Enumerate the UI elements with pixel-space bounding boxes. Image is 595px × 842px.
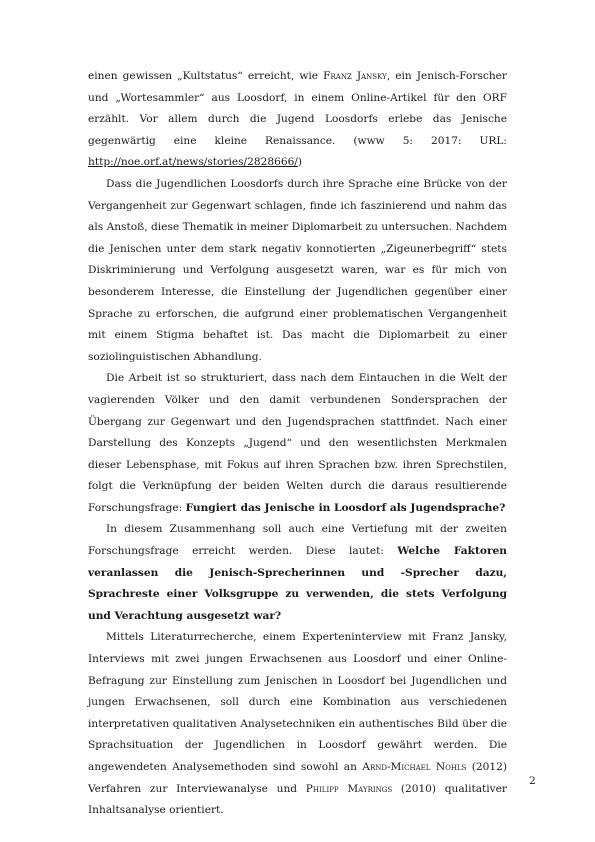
paragraph-1-text-c: ): [297, 156, 303, 169]
paragraph-5-text-b: (2012) Verfahren zur Interviewanalyse und: [88, 761, 507, 795]
research-question-1: Fungiert das Jenische in Loosdorf als Jugendsprache?: [185, 501, 506, 514]
author-name-nohl: Arnd-Michael Nohls: [362, 761, 467, 773]
paragraph-4-text: In diesem Zusammenhang soll auch eine Vertiefung mit der zweiten Forschungsfrage erreicht werden. Diese lautet:: [88, 523, 507, 558]
paragraph-1: [88, 66, 507, 174]
paragraph-4: [88, 519, 507, 627]
paragraph-1-text-a: einen gewissen „Kultstatus“ erreicht, wie: [88, 70, 324, 82]
source-url-link[interactable]: http://noe.orf.at/news/stories/2828666/: [88, 156, 298, 169]
page-number: 2: [529, 775, 536, 787]
paragraph-5-text-a: Mittels Literaturrecherche, einem Experteninterview mit Franz Jansky, Interviews mit zwei jungen Erwachsenen aus Loosdorf und einer Online-Befragung zur Einstellung zum Jenischen in Loosdorf bei Jugendlichen und jungen Erwachsenen, soll durch eine Kombination aus verschiedenen interpretativen qualitativen Analysetechniken ein authentisches Bild über die Sprachsituation der Jugendlichen in Loosdorf gewährt werden. Die angewendeten Analysemethoden sind sowohl an: [88, 631, 507, 773]
paragraph-5: [88, 627, 507, 821]
paragraph-2: Dass die Jugendlichen Loosdorfs durch ihre Sprache eine Brücke von der Vergangenheit zur Gegenwart schlagen, finde ich faszinierend und nahm das als Anstoß, diese Thematik in meiner Diplomarbeit zu untersuchen. Nachdem die Jenischen unter dem stark negativ konnotierten „Zigeunerbegriff“ stets Diskriminierung und Verfolgung ausgesetzt waren, war es für mich von besonderem Interesse, die Einstellung der Jugendlichen gegenüber einer Sprache zu erforschen, die aufgrund einer problematischen Vergangenheit mit einem Stigma behaftet ist. Das macht die Diplomarbeit zu einer soziolinguistischen Abhandlung.: [88, 177, 507, 363]
paragraph-5-text-c: (2010) qualitativer Inhaltsanalyse orientiert.: [88, 782, 507, 817]
research-question-2: Welche Faktoren veranlassen die Jenisch-Sprecherinnen und -Sprecher dazu, Sprachreste einer Volksgruppe zu verwenden, die stets Verfolgung und Verachtung ausgesetzt war?: [88, 545, 507, 622]
paragraph-3: [88, 368, 507, 519]
paragraph-1-text-b: , ein Jenisch-Forscher und „Wortesammler“ aus Loosdorf, in einem Online-Artikel für den ORF erzählt. Vor allem durch die Jugend Loosdorfs erlebe das Jenische gegenwärtig eine kleine Renaissance. (www 5: 2017: URL:: [88, 70, 507, 147]
author-name-mayring: Philipp Mayrings: [305, 782, 393, 795]
page-body: [88, 66, 507, 822]
author-name-jansky: Franz Jansky: [323, 70, 387, 82]
paragraph-3-text: Die Arbeit ist so strukturiert, dass nach dem Eintauchen in die Welt der vagierenden Völker und den damit verbundenen Sondersprachen der Übergang zur Gegenwart und den Jugendsprachen stattfindet. Nach einer Darstellung des Konzepts „Jugend“ und den wesentlichsten Merkmalen dieser Lebensphase, mit Fokus auf ihren Sprachen bzw. ihren Sprechstilen, folgt die Verknüpfung der beiden Welten durch die daraus resultierende Forschungsfrage:: [88, 372, 507, 514]
